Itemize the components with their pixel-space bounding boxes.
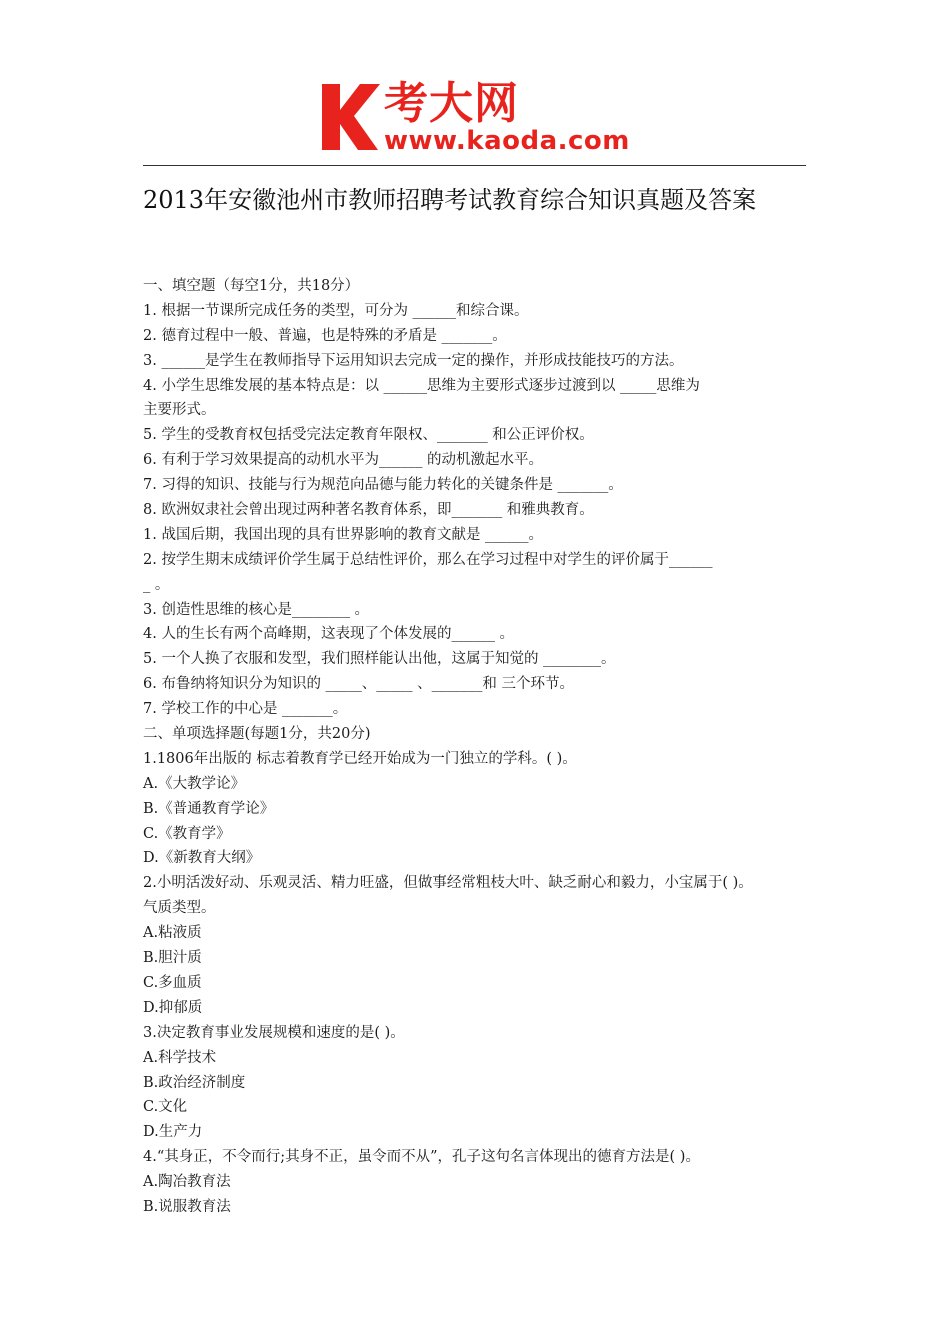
option-line: D.生产力 xyxy=(143,1124,203,1141)
option-line: A.《大教学论》 xyxy=(143,775,246,792)
logo-url-text: www.kaoda.com xyxy=(384,126,630,156)
option-line: B.说服教育法 xyxy=(143,1198,231,1215)
question-line: 3. 创造性思维的核心是________ 。 xyxy=(143,601,370,618)
option-line: D.《新教育大纲》 xyxy=(143,850,261,867)
header-divider xyxy=(143,165,806,166)
option-line: C.《教育学》 xyxy=(143,825,231,842)
question-line: 1. 根据一节课所完成任务的类型，可分为 ______和综合课。 xyxy=(143,302,529,319)
question-line: 6. 布鲁纳将知识分为知识的 _____、_____ 、_______和 三个环节。 xyxy=(143,676,575,693)
question-line: 气质类型。 xyxy=(143,900,216,917)
option-line: A.科学技术 xyxy=(143,1049,217,1066)
question-line: 1.1806年出版的 标志着教育学已经开始成为一门独立的学科。( )。 xyxy=(143,750,577,767)
option-line: D.抑郁质 xyxy=(143,999,203,1016)
question-line: 5. 一个人换了衣服和发型，我们照样能认出他，这属于知觉的 ________。 xyxy=(143,651,616,668)
question-line: 3.决定教育事业发展规模和速度的是( )。 xyxy=(143,1024,405,1041)
section-heading: 二、单项选择题(每题1分，共20分) xyxy=(143,726,371,743)
option-line: B.胆汁质 xyxy=(143,950,202,967)
question-line: 4. 人的生长有两个高峰期，这表现了个体发展的______ 。 xyxy=(143,626,515,643)
page-title: 2013年安徽池州市教师招聘考试教育综合知识真题及答案 xyxy=(143,186,757,214)
k-logo-icon xyxy=(316,80,388,152)
option-line: B.《普通教育学论》 xyxy=(143,800,275,817)
section-heading: 一、填空题（每空1分，共18分） xyxy=(143,278,360,294)
question-line: 4. 小学生思维发展的基本特点是：以 ______思维为主要形式逐步过渡到以 _____思维为 xyxy=(143,377,700,394)
option-line: C.文化 xyxy=(143,1099,188,1116)
question-line: 6. 有利于学习效果提高的动机水平为______ 的动机激起水平。 xyxy=(143,452,544,469)
question-line: 2.小明活泼好动、乐观灵活、精力旺盛，但做事经常粗枝大叶、缺乏耐心和毅力，小宝属于( )。 xyxy=(143,875,753,892)
question-line: 5. 学生的受教育权包括受完法定教育年限权、_______ 和公正评价权。 xyxy=(143,427,594,444)
document-body xyxy=(143,274,815,1220)
question-line: 4.“其身正，不令而行;其身不正，虽令而不从”，孔子这句名言体现出的德育方法是( )。 xyxy=(143,1149,700,1166)
question-line: 7. 习得的知识、技能与行为规范向品德与能力转化的关键条件是 _______。 xyxy=(143,477,623,494)
question-line: 3. ______是学生在教师指导下运用知识去完成一定的操作，并形成技能技巧的方法。 xyxy=(143,352,684,369)
question-line: 7. 学校工作的中心是 _______。 xyxy=(143,701,348,718)
question-line: 1. 战国后期，我国出现的具有世界影响的教育文献是 ______。 xyxy=(143,526,544,543)
question-line: _ 。 xyxy=(143,576,170,593)
option-line: A.粘液质 xyxy=(143,925,202,942)
question-line: 2. 德育过程中一般、普遍，也是特殊的矛盾是 _______。 xyxy=(143,327,507,344)
option-line: B.政治经济制度 xyxy=(143,1074,246,1091)
option-line: C.多血质 xyxy=(143,974,202,991)
question-line: 2. 按学生期末成绩评价学生属于总结性评价，那么在学习过程中对学生的评价属于______ xyxy=(143,551,713,568)
option-line: A.陶冶教育法 xyxy=(143,1174,231,1191)
logo-brand-text: 考大网 xyxy=(384,78,519,129)
question-line: 8. 欧洲奴隶社会曾出现过两种著名教育体系，即_______ 和雅典教育。 xyxy=(143,502,594,519)
question-line: 主要形式。 xyxy=(143,402,216,419)
site-logo[interactable] xyxy=(316,80,646,160)
